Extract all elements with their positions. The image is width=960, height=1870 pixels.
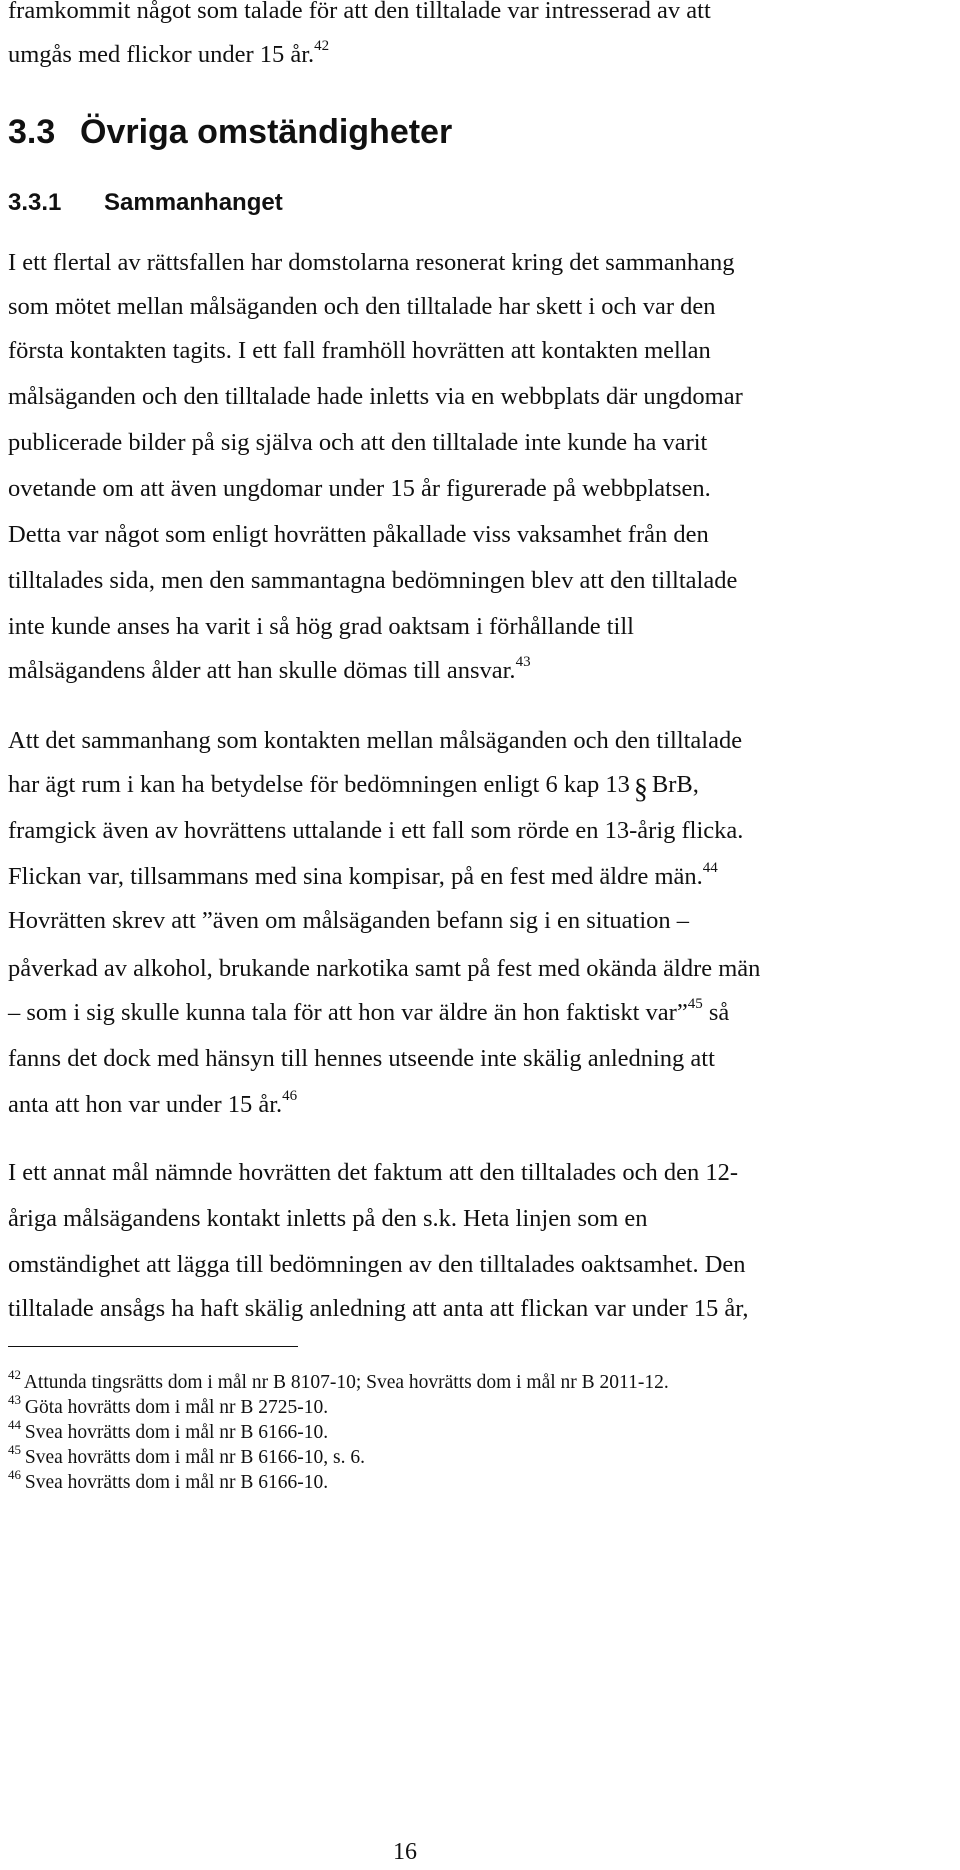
text-line: I ett annat mål nämnde hovrätten det faktum att den tilltalades och den 12-	[8, 1159, 738, 1186]
subsection-number: 3.3.1	[8, 189, 62, 216]
text-line: fanns det dock med hänsyn till hennes utseende inte skälig anledning att	[8, 1045, 715, 1072]
section-number: 3.3	[8, 113, 56, 151]
text-line: tilltalades sida, men den sammantagna bedömningen blev att den tilltalade	[8, 567, 738, 594]
text-line: påverkad av alkohol, brukande narkotika samt på fest med okända äldre män	[8, 955, 761, 982]
text-line: publicerade bilder på sig själva och att den tilltalade inte kunde ha varit	[8, 429, 708, 456]
text-line: Flickan var, tillsammans med sina kompisar, på en fest med äldre män.$^{44}$	[8, 859, 718, 890]
footnote-ref: 45	[687, 995, 703, 1012]
text-line: I ett flertal av rättsfallen har domstolarna resonerat kring det sammanhang	[8, 249, 735, 276]
footnote-ref: 46	[282, 1087, 298, 1104]
text-line: – som i sig skulle kunna tala för att hon var äldre än hon faktiskt var”$^{45}$ så	[8, 995, 730, 1026]
text-line: umgås med flickor under 15 år.$^{42}$	[8, 37, 330, 68]
text-line: framkommit något som talade för att den tilltalade var intresserad av att	[8, 0, 711, 24]
text-line: framgick även av hovrättens uttalande i ett fall som rörde en 13-årig flicka.	[8, 817, 744, 844]
footnote-ref: 44	[702, 859, 718, 876]
text-line: målsäganden och den tilltalade hade inletts via en webbplats där ungdomar	[8, 383, 743, 410]
footnote-ref: 43	[515, 653, 531, 670]
text-line: Detta var något som enligt hovrätten påkallade viss vaksamhet från den	[8, 521, 709, 548]
text-line: första kontakten tagits. I ett fall framhöll hovrätten att kontakten mellan	[8, 337, 711, 364]
subsection-title: Sammanhanget	[104, 189, 283, 216]
footnote-separator	[8, 1346, 298, 1347]
footnote: $^{42}$ Attunda tingsrätts dom i mål nr B 8107-10; Svea hovrätts dom i mål nr B 2011-12.	[8, 1366, 669, 1393]
text-line: omständighet att lägga till bedömningen av den tilltalades oaktsamhet. Den	[8, 1251, 746, 1278]
text-line: ovetande om att även ungdomar under 15 år figurerade på webbplatsen.	[8, 475, 711, 502]
text-line: tilltalade ansågs ha haft skälig anledning att anta att flickan var under 15 år,	[8, 1295, 749, 1322]
text-line: som mötet mellan målsäganden och den tilltalade har skett i och var den	[8, 293, 716, 320]
text-line: inte kunde anses ha varit i så hög grad oaktsam i förhållande till	[8, 613, 634, 640]
text-line: åriga målsägandens kontakt inletts på den s.k. Heta linjen som en	[8, 1205, 648, 1232]
section-title: Övriga omständigheter	[80, 113, 453, 151]
page-number: 16	[393, 1839, 417, 1865]
text-line: målsägandens ålder att han skulle dömas till ansvar.$^{43}$	[8, 653, 531, 684]
text-line: anta att hon var under 15 år.$^{46}$	[8, 1087, 298, 1118]
footnote: $^{46}$ Svea hovrätts dom i mål nr B 6166-10.	[8, 1466, 329, 1493]
subsection-heading	[8, 188, 283, 218]
text-line: har ägt rum i kan ha betydelse för bedömningen enligt 6 kap 13 § BrB,	[8, 771, 699, 805]
footnote-ref: 42	[314, 37, 330, 54]
section-heading	[8, 112, 452, 152]
text-line: Hovrätten skrev att ”även om målsäganden befann sig i en situation –	[8, 907, 690, 934]
text-line: Att det sammanhang som kontakten mellan målsäganden och den tilltalade	[8, 727, 743, 754]
footnote: $^{43}$ Göta hovrätts dom i mål nr B 2725-10.	[8, 1391, 329, 1418]
footnote: $^{44}$ Svea hovrätts dom i mål nr B 6166-10.	[8, 1416, 329, 1443]
footnote: $^{45}$ Svea hovrätts dom i mål nr B 6166-10, s. 6.	[8, 1441, 366, 1468]
